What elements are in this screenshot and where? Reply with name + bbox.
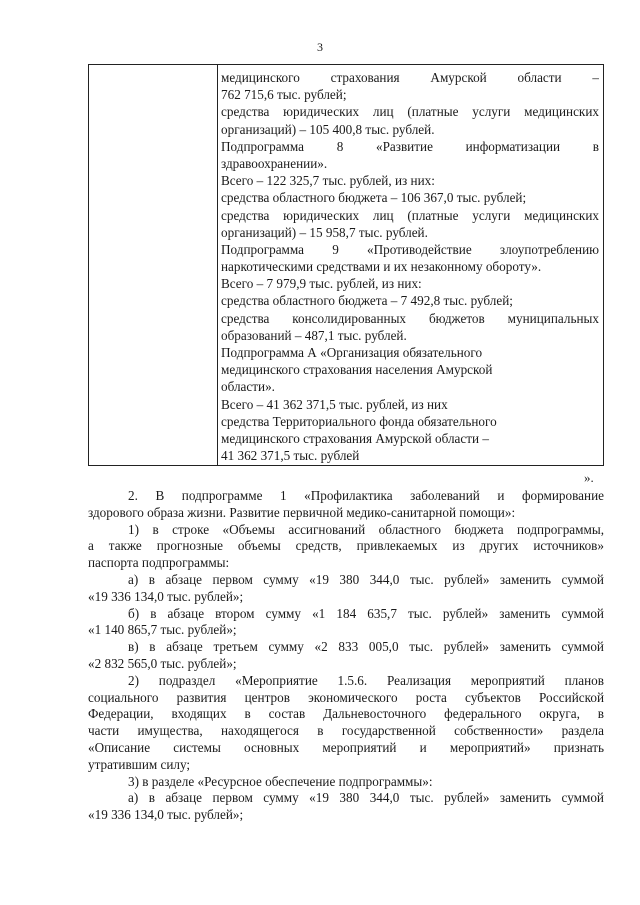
paragraph-line: Федерации, входящих в состав Дальневосточного федерального округа, в <box>88 706 604 722</box>
cell-line: 762 715,6 тыс. рублей; <box>221 87 347 103</box>
cell-line: организаций) – 105 400,8 тыс. рублей. <box>221 121 435 137</box>
paragraph-line: б) в абзаце втором сумму «1 184 635,7 тыс. рублей» заменить суммой <box>128 605 604 621</box>
cell-line: Подпрограмма 9 «Противодействие злоупотреблению <box>221 241 599 257</box>
cell-line: средства областного бюджета – 7 492,8 тыс. рублей; <box>221 293 513 309</box>
cell-line: 41 362 371,5 тыс. рублей <box>221 448 360 464</box>
paragraph-line: социального развития центров экономического роста субъектов Российской <box>88 689 604 705</box>
paragraph-line: а также прогнозные объемы средств, привлекаемых из других источников» <box>88 538 604 554</box>
paragraph-line: «19 336 134,0 тыс. рублей»; <box>88 807 244 823</box>
paragraph-line: 1) в строке «Объемы ассигнований областного бюджета подпрограммы, <box>128 521 604 537</box>
cell-line: средства консолидированных бюджетов муниципальных <box>221 310 599 326</box>
table-right-cell <box>221 69 599 464</box>
paragraph-line: части имущества, находящегося в государственной собственности» раздела <box>88 723 604 739</box>
paragraph-line: «19 336 134,0 тыс. рублей»; <box>88 588 244 604</box>
cell-line: области». <box>221 379 275 395</box>
paragraph-line: 2) подраздел «Мероприятие 1.5.6. Реализация мероприятий планов <box>128 672 604 688</box>
cell-line: медицинского страхования Амурской области – <box>221 430 489 446</box>
paragraph-line: утратившим силу; <box>88 756 191 772</box>
paragraph-line: 2. В подпрограмме 1 «Профилактика заболеваний и формирование <box>128 488 604 503</box>
cell-line: Всего – 7 979,9 тыс. рублей, из них: <box>221 276 422 292</box>
page-number: 3 <box>317 40 323 54</box>
cell-line: средства областного бюджета – 106 367,0 тыс. рублей; <box>221 190 527 206</box>
paragraph-line: «Описание системы основных мероприятий и мероприятий» признать <box>88 739 604 755</box>
paragraph-line: а) в абзаце первом сумму «19 380 344,0 тыс. рублей» заменить суммой <box>128 571 604 587</box>
passport-table-fragment <box>88 64 604 466</box>
table-column-divider <box>217 65 218 465</box>
paragraph-line: паспорта подпрограммы: <box>88 555 230 571</box>
cell-line: наркотическими средствами и их незаконному обороту». <box>221 259 542 275</box>
cell-line: здравоохранении». <box>221 155 328 171</box>
cell-line: Подпрограмма А «Организация обязательного <box>221 345 483 360</box>
cell-line: Всего – 41 362 371,5 тыс. рублей, из них <box>221 396 448 412</box>
paragraph-line: «1 140 865,7 тыс. рублей»; <box>88 622 237 638</box>
cell-line: медицинского страхования населения Амурской <box>221 362 493 378</box>
cell-line: Всего – 122 325,7 тыс. рублей, из них: <box>221 173 435 189</box>
paragraph-line: «2 832 565,0 тыс. рублей»; <box>88 655 237 671</box>
cell-line: средства юридических лиц (платные услуги медицинских <box>221 104 599 120</box>
paragraph-line: а) в абзаце первом сумму «19 380 344,0 тыс. рублей» заменить суммой <box>128 790 604 806</box>
cell-line: медицинского страхования Амурской области – <box>221 70 599 85</box>
paragraph-line: в) в абзаце третьем сумму «2 833 005,0 тыс. рублей» заменить суммой <box>128 639 604 655</box>
cell-line: Подпрограмма 8 «Развитие информатизации в <box>221 138 599 154</box>
cell-line: образований – 487,1 тыс. рублей. <box>221 327 407 343</box>
paragraph-line: 3) в разделе «Ресурсное обеспечение подпрограммы»: <box>128 773 433 789</box>
paragraph-line: здорового образа жизни. Развитие первичной медико-санитарной помощи»: <box>88 504 516 520</box>
cell-line: средства Территориального фонда обязательного <box>221 413 497 429</box>
cell-line: организаций) – 15 958,7 тыс. рублей. <box>221 224 428 240</box>
cell-line: средства юридических лиц (платные услуги медицинских <box>221 207 599 223</box>
amendment-text <box>88 488 604 824</box>
closing-quote: ». <box>584 470 594 485</box>
